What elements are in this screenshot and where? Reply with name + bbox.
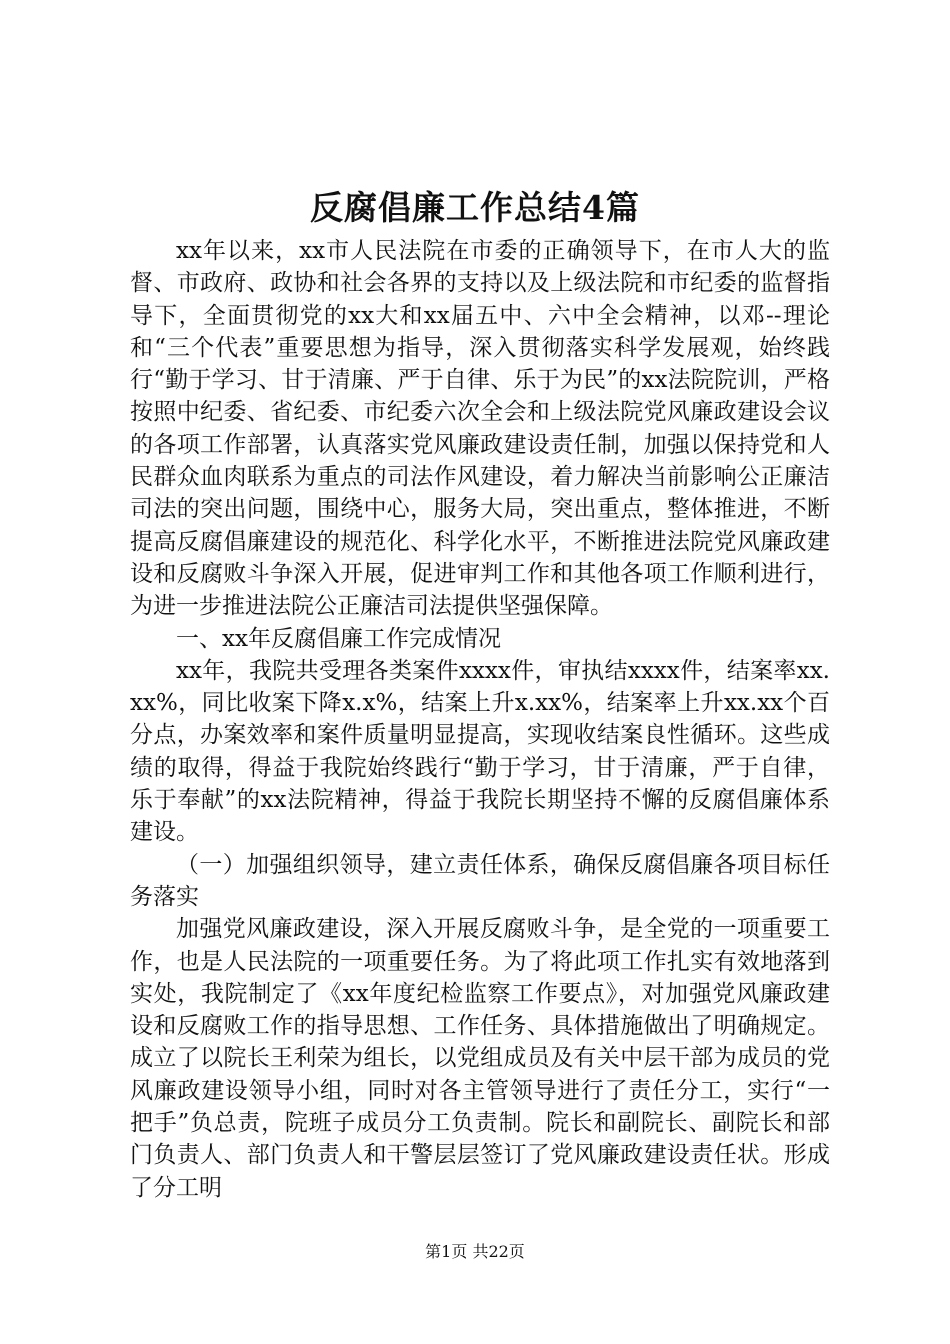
- section-heading-1: 一、xx年反腐倡廉工作完成情况: [176, 625, 501, 652]
- page-footer: 第1页 共22页: [425, 1242, 525, 1261]
- document-title: 反腐倡廉工作总结4篇: [310, 188, 640, 227]
- paragraph-organization: 加强党风廉政建设，深入开展反腐败斗争，是全党的一项重要工作，也是人民法院的一项重要任务。为了将此项工作扎实有效地落到实处，我院制定了《xx年度纪检监察工作要点》，对加强党风廉政建设和反腐败工作的指导思想、工作任务、具体措施做出了明确规定。成立了以院长王利荣为组长，以党组成员及有关中层干部为成员的党风廉政建设领导小组，同时对各主管领导进行了责任分工，实行“一把手”负总责，院班子成员分工负责制。院长和副院长、副院长和部门负责人、部门负责人和干警层层签订了党风廉政建设责任状。形成了分工明: [130, 916, 830, 1201]
- paragraph-intro: xx年以来，xx市人民法院在市委的正确领导下，在市人大的监督、市政府、政协和社会各界的支持以及上级法院和市纪委的监督指导下，全面贯彻党的xx大和xx届五中、六中全会精神，以邓--理论和“三个代表”重要思想为指导，深入贯彻落实科学发展观，始终践行“勤于学习、甘于清廉、严于自律、乐于为民”的xx法院院训，严格按照中纪委、省纪委、市纪委六次全会和上级法院党风廉政建设会议的各项工作部署，认真落实党风廉政建设责任制，加强以保持党和人民群众血肉联系为重点的司法作风建设，着力解决当前影响公正廉洁司法的突出问题，围绕中心，服务大局，突出重点，整体推进，不断提高反腐倡廉建设的规范化、科学化水平，不断推进法院党风廉政建设和反腐败斗争深入开展，促进审判工作和其他各项工作顺利进行，为进一步推进法院公正廉洁司法提供坚强保障。: [130, 238, 830, 620]
- document-body: [130, 235, 830, 1204]
- subsection-heading-1: （一）加强组织领导，建立责任体系，确保反腐倡廉各项目标任务落实: [130, 851, 830, 910]
- paragraph-case-stats: xx年，我院共受理各类案件xxxx件，审执结xxxx件，结案率xx.xx%，同比收案下降x.x%，结案上升x.xx%，结案率上升xx.xx个百分点，办案效率和案件质量明显提高，实现收结案良性循环。这些成绩的取得，得益于我院始终践行“勤于学习，甘于清廉，严于自律，乐于奉献”的xx法院精神，得益于我院长期坚持不懈的反腐倡廉体系建设。: [130, 657, 830, 846]
